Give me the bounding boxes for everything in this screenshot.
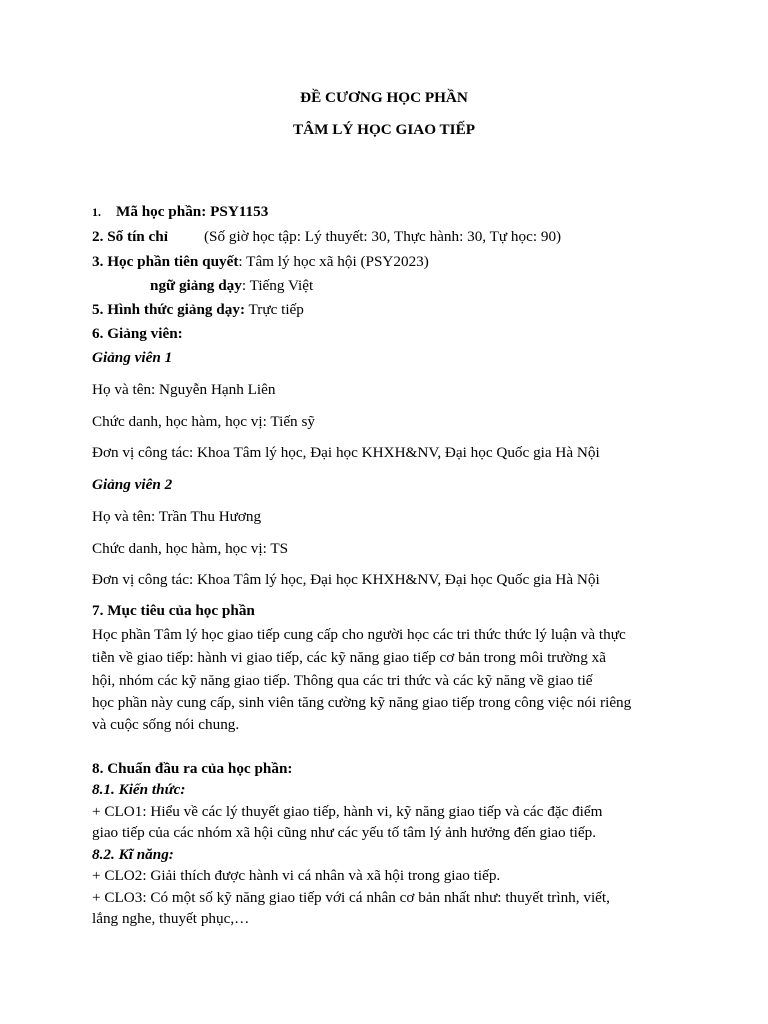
item-value: : Tiếng Việt — [241, 277, 314, 294]
objectives-line: tiễn về giao tiếp: hành vi giao tiếp, các kỹ năng giao tiếp cơ bản trong môi trường xã — [92, 649, 606, 666]
clo1-line: giao tiếp của các nhóm xã hội cũng như các yếu tố tâm lý ảnh hưởng đến giao tiếp. — [92, 824, 597, 841]
item-language — [150, 278, 313, 293]
lecturer1-heading: Giảng viên 1 — [92, 349, 173, 366]
doc-subtitle: TÂM LÝ HỌC GIAO TIẾP — [293, 121, 475, 138]
doc-title: ĐỀ CƯƠNG HỌC PHẦN — [300, 89, 468, 106]
objectives-line: và cuộc sống nói chung. — [92, 716, 240, 733]
item-label: 3. Học phần tiên quyết — [92, 253, 239, 270]
item-lecturers: 6. Giảng viên: — [92, 325, 183, 342]
knowledge-heading: 8.1. Kiến thức: — [92, 781, 186, 798]
objectives-line: Học phần Tâm lý học giao tiếp cung cấp cho người học các tri thức thức lý luận và thực — [92, 626, 626, 643]
lecturer2-heading: Giảng viên 2 — [92, 476, 173, 493]
objectives-line: hội, nhóm các kỹ năng giao tiếp. Thông qua các tri thức và các kỹ năng về giao tiế — [92, 672, 593, 689]
item-prerequisite — [92, 254, 429, 269]
item-teaching-format — [92, 302, 304, 317]
objectives-line: học phần này cung cấp, sinh viên tăng cường kỹ năng giao tiếp trong công việc nói riêng — [92, 694, 632, 711]
clo3-line: + CLO3: Có một số kỹ năng giao tiếp với cá nhân cơ bản nhất như: thuyết trình, viết, — [92, 889, 610, 906]
item-number: 1. — [92, 205, 101, 219]
item-label: Mã học phần: PSY1153 — [116, 203, 269, 220]
item-value: : Tâm lý học xã hội (PSY2023) — [238, 253, 429, 270]
skills-heading: 8.2. Kĩ năng: — [92, 846, 174, 863]
lecturer2-title: Chức danh, học hàm, học vị: TS — [92, 540, 289, 557]
lecturer1-unit: Đơn vị công tác: Khoa Tâm lý học, Đại học KHXH&NV, Đại học Quốc gia Hà Nội — [92, 444, 600, 461]
item-label: 2. Số tín chỉ — [92, 228, 168, 245]
item-learning-outcomes: 8. Chuẩn đầu ra của học phần: — [92, 760, 293, 777]
item-objectives: 7. Mục tiêu của học phần — [92, 602, 255, 619]
item-credits — [92, 229, 561, 244]
item-detail: (Số giờ học tập: Lý thuyết: 30, Thực hành: 30, Tự học: 90) — [203, 228, 562, 245]
lecturer1-name: Họ và tên: Nguyễn Hạnh Liên — [92, 381, 276, 398]
clo1-line: + CLO1: Hiểu về các lý thuyết giao tiếp, hành vi, kỹ năng giao tiếp và các đặc điểm — [92, 803, 603, 820]
item-label: 5. Hình thức giảng dạy: — [92, 301, 246, 318]
item-label: ngữ giảng dạy — [150, 277, 242, 294]
lecturer2-name: Họ và tên: Trần Thu Hương — [92, 508, 262, 525]
item-course-code — [92, 204, 268, 219]
clo2-line: + CLO2: Giải thích được hành vi cá nhân và xã hội trong giao tiếp. — [92, 867, 501, 884]
lecturer2-unit: Đơn vị công tác: Khoa Tâm lý học, Đại học KHXH&NV, Đại học Quốc gia Hà Nội — [92, 571, 600, 588]
clo3-line: lắng nghe, thuyết phục,… — [92, 910, 250, 927]
lecturer1-title: Chức danh, học hàm, học vị: Tiến sỹ — [92, 413, 315, 430]
item-value: Trực tiếp — [245, 301, 304, 318]
